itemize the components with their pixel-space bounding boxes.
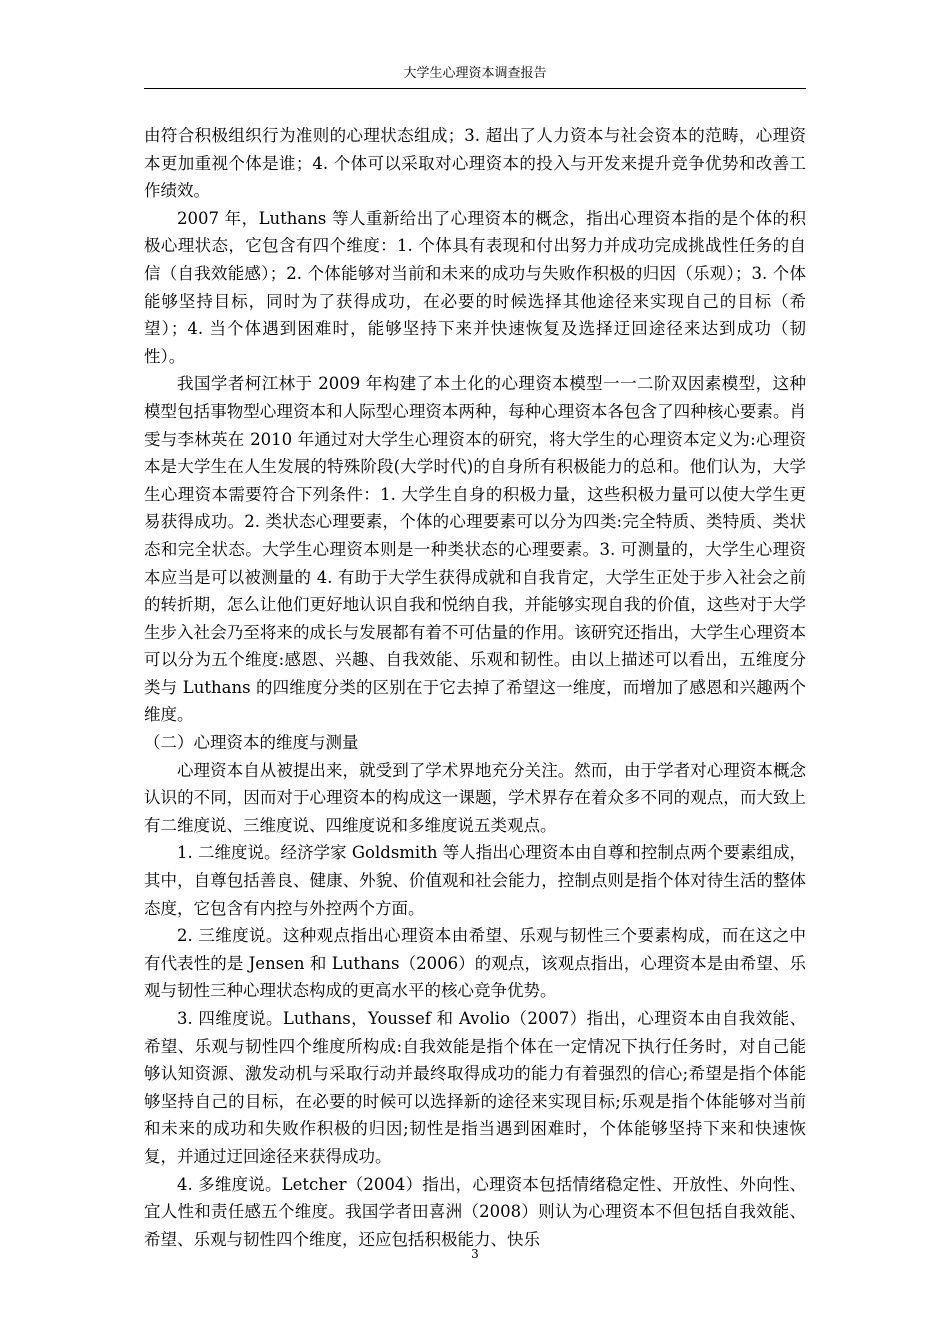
page-header (144, 64, 806, 89)
section-heading: （二）心理资本的维度与测量 (144, 733, 359, 753)
paragraph-multi-dimension: 4. 多维度说。Letcher（2004）指出，心理资本包括情绪稳定性、开放性、外向性、宜人性和责任感五个维度。我国学者田喜洲（2008）则认为心理资本不但包括自我效能、希望、乐观与韧性四个维度，还应包括积极能力、快乐 (144, 1174, 806, 1249)
paragraph-two-dimension: 1. 二维度说。经济学家 Goldsmith 等人指出心理资本由自尊和控制点两个要素组成，其中，自尊包括善良、健康、外貌、价值观和社会能力，控制点则是指个体对待生活的整体态度，它包含有内控与外控两个方面。 (144, 843, 806, 918)
paragraph-dimension-intro: 心理资本自从被提出来，就受到了学术界地充分关注。然而，由于学者对心理资本概念认识的不同，因而对于心理资本的构成这一课题，学术界存在着众多不同的观点，而大致上有二维度说、三维度说、四维度说和多维度说五类观点。 (144, 760, 806, 835)
paragraph-three-dimension: 2. 三维度说。这种观点指出心理资本由希望、乐观与韧性三个要素构成，而在这之中有代表性的是 Jensen 和 Luthans（2006）的观点，该观点指出，心理资本是由希望、乐观与韧性三种心理状态构成的更高水平的核心竞争优势。 (144, 926, 806, 1001)
page-number (144, 1246, 806, 1262)
paragraph-luthans-2007: 2007 年，Luthans 等人重新给出了心理资本的概念，指出心理资本指的是个体的积极心理状态，它包含有四个维度：1. 个体具有表现和付出努力并成功完成挑战性任务的自信（自我效能感）；2. 个体能够对当前和未来的成功与失败作积极的归因（乐观）；3. 个体能够坚持目标，同时为了获得成功，在必要的时候选择其他途径来实现自己的目标（希望）；4. 当个体遇到困难时，能够坚持下来并快速恢复及选择迂回途径来达到成功（韧性）。 (144, 208, 806, 366)
paragraph-continuation: 由符合积极组织行为准则的心理状态组成；3. 超出了人力资本与社会资本的范畴，心理资本更加重视个体是谁；4. 个体可以采取对心理资本的投入与开发来提升竞争优势和改善工作绩效。 (144, 126, 806, 201)
paragraph-four-dimension: 3. 四维度说。Luthans，Youssef 和 Avolio（2007）指出，心理资本由自我效能、希望、乐观与韧性四个维度所构成:自我效能是指个体在一定情况下执行任务时，对自己能够认知资源、激发动机与采取行动并最终取得成功的能力有着强烈的信心;希望是指个体能够坚持自己的目标，在必要的时候可以选择新的途径来实现目标;乐观是指个体能够对当前和未来的成功和失败作积极的归因;韧性是指当遇到困难时，个体能够坚持下来和快速恢复，并通过迂回途径来获得成功。 (144, 1009, 806, 1166)
page-number-text: 3 (471, 1247, 479, 1261)
header-title: 大学生心理资本调查报告 (403, 66, 547, 81)
document-body (144, 122, 806, 1253)
paragraph-ke-jianglin-model: 我国学者柯江林于 2009 年构建了本土化的心理资本模型一一二阶双因素模型，这种模型包括事物型心理资本和人际型心理资本两种，每种心理资本各包含了四种核心要素。肖雯与李林英在 2010 年通过对大学生心理资本的研究，将大学生的心理资本定义为:心理资本是大学生在人生发展的特殊阶段(大学时代)的自身所有积极能力的总和。他们认为，大学生心理资本需要符合下列条件：1. 大学生自身的积极力量，这些积极力量可以使大学生更易获得成功。2. 类状态心理要素，个体的心理要素可以分为四类:完全特质、类特质、类状态和完全状态。大学生心理资本则是一种类状态的心理要素。3. 可测量的，大学生心理资本应当是可以被测量的 4. 有助于大学生获得成就和自我肯定，大学生正处于步入社会之前的转折期，怎么让他们更好地认识自我和悦纳自我，并能够实现自我的价值，这些对于大学生步入社会乃至将来的成长与发展都有着不可估量的作用。该研究还指出，大学生心理资本可以分为五个维度:感恩、兴趣、自我效能、乐观和韧性。由以上描述可以看出，五维度分类与 Luthans 的四维度分类的区别在于它去掉了希望这一维度，而增加了感恩和兴趣两个维度。 (144, 374, 806, 725)
